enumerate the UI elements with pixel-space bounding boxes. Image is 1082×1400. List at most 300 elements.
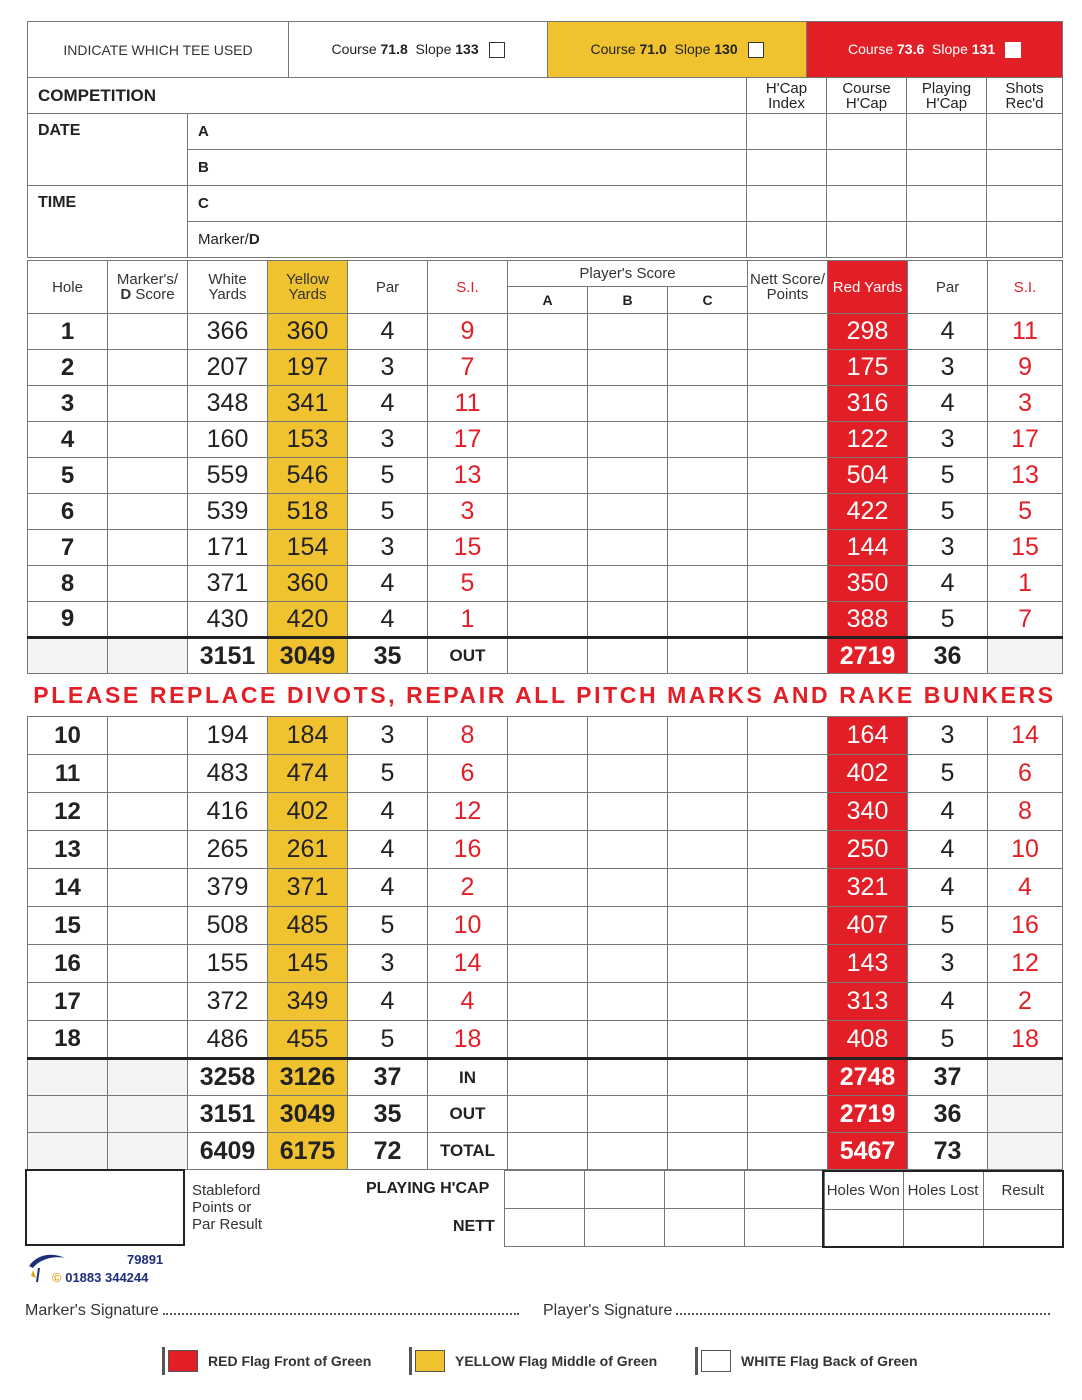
red-total: 2719 (828, 638, 908, 674)
red-stroke-index: 16 (988, 907, 1063, 945)
hole-header: Hole (28, 261, 108, 314)
par: 5 (348, 1021, 428, 1059)
stableford-line-3: Par Result (192, 1216, 263, 1233)
playing-hcap-d[interactable] (907, 222, 987, 258)
yellow-yards: 341 (268, 386, 348, 422)
white-yards: 539 (188, 494, 268, 530)
nett-score-cell[interactable] (748, 458, 828, 494)
marker-score-cell[interactable] (108, 755, 188, 793)
player-line-b[interactable]: B (188, 150, 747, 186)
hole-number: 5 (28, 458, 108, 494)
white-yards: 416 (188, 793, 268, 831)
total-row (28, 1096, 1063, 1133)
player-b-score[interactable] (588, 907, 668, 945)
player-b-score[interactable] (588, 422, 668, 458)
par: 4 (348, 869, 428, 907)
nett-b-cell[interactable] (585, 1209, 665, 1247)
player-b-score[interactable] (588, 945, 668, 983)
markers-header-score: Score (131, 286, 175, 303)
nett-c-cell[interactable] (665, 1209, 745, 1247)
player-c-header: C (668, 287, 748, 314)
yellow-yards: 154 (268, 530, 348, 566)
nett-label: NETT (453, 1218, 495, 1235)
marker-score-cell[interactable] (108, 314, 188, 350)
hcap-d-cell[interactable] (745, 1171, 825, 1209)
red-par: 4 (908, 386, 988, 422)
hcap-index-a[interactable] (747, 114, 827, 150)
marker-signature-label: Marker's Signature (25, 1302, 159, 1319)
player-a-score[interactable] (508, 566, 588, 602)
stableford-line-2: Points or (192, 1199, 252, 1216)
red-par: 5 (908, 458, 988, 494)
player-b-score[interactable] (588, 831, 668, 869)
marker-total-cell[interactable] (108, 1096, 188, 1133)
hcap-c-cell[interactable] (665, 1171, 745, 1209)
red-yards: 350 (828, 566, 908, 602)
red-stroke-index: 1 (988, 566, 1063, 602)
player-c-score[interactable] (668, 717, 748, 755)
marker-total-cell[interactable] (108, 638, 188, 674)
red-yards: 143 (828, 945, 908, 983)
marker-total-cell[interactable] (108, 1133, 188, 1170)
player-signature-dots (676, 1313, 1050, 1315)
red-par: 3 (908, 422, 988, 458)
marker-initials-box[interactable] (25, 1169, 185, 1246)
competition-label[interactable]: COMPETITION (28, 78, 747, 114)
marker-signature-line[interactable] (25, 1302, 519, 1320)
white-yards: 430 (188, 602, 268, 638)
printer-code: 79891 (127, 1252, 164, 1267)
holes-lost-cell[interactable] (903, 1209, 983, 1247)
player-a-score[interactable] (508, 530, 588, 566)
marker-score-cell[interactable] (108, 945, 188, 983)
player-a-total[interactable] (508, 1133, 588, 1170)
stroke-index: 2 (428, 869, 508, 907)
player-b-total[interactable] (588, 1096, 668, 1133)
player-b-score[interactable] (588, 494, 668, 530)
marker-score-cell[interactable] (108, 869, 188, 907)
player-c-score[interactable] (668, 458, 748, 494)
hole-number: 17 (28, 983, 108, 1021)
red-tee-option[interactable] (807, 22, 1063, 78)
par: 4 (348, 602, 428, 638)
red-stroke-index: 6 (988, 755, 1063, 793)
red-flag-pole (162, 1347, 165, 1375)
playing-hcap-c[interactable] (907, 186, 987, 222)
player-b-score[interactable] (588, 1021, 668, 1059)
total-blank (28, 638, 108, 674)
red-stroke-index: 7 (988, 602, 1063, 638)
hole-number: 9 (28, 602, 108, 638)
hcap-index-b[interactable] (747, 150, 827, 186)
result-header: Result (983, 1171, 1063, 1209)
hcap-index-d[interactable] (747, 222, 827, 258)
player-b-score[interactable] (588, 755, 668, 793)
hole-number: 11 (28, 755, 108, 793)
player-c-score[interactable] (668, 755, 748, 793)
shots-recd-d[interactable] (987, 222, 1063, 258)
tee-selection-strip (27, 21, 1063, 78)
marker-score-cell[interactable] (108, 983, 188, 1021)
marker-score-cell[interactable] (108, 530, 188, 566)
player-a-score[interactable] (508, 755, 588, 793)
player-c-score[interactable] (668, 983, 748, 1021)
holes-won-cell[interactable] (823, 1209, 903, 1247)
yellow-yards: 360 (268, 566, 348, 602)
nett-score-cell[interactable] (748, 602, 828, 638)
red-tee-checkbox[interactable] (1005, 42, 1021, 58)
par: 4 (348, 566, 428, 602)
red-stroke-index: 18 (988, 1021, 1063, 1059)
red-yards: 316 (828, 386, 908, 422)
marker-score-cell[interactable] (108, 350, 188, 386)
shots-recd-a[interactable] (987, 114, 1063, 150)
nett-score-cell[interactable] (748, 494, 828, 530)
nett-score-cell[interactable] (748, 314, 828, 350)
hcap-index-header: H'Cap Index (747, 78, 827, 114)
player-b-score[interactable] (588, 717, 668, 755)
player-b-score[interactable] (588, 386, 668, 422)
player-c-score[interactable] (668, 350, 748, 386)
shots-recd-header: Shots Rec'd (987, 78, 1063, 114)
white-tee-option[interactable] (289, 22, 548, 78)
marker-score-cell[interactable] (108, 566, 188, 602)
total-blank (28, 1059, 108, 1096)
player-a-score[interactable] (508, 314, 588, 350)
player-b-score[interactable] (588, 530, 668, 566)
player-a-score[interactable] (508, 494, 588, 530)
yellow-yards: 184 (268, 717, 348, 755)
markers-score-header (108, 261, 188, 314)
hole-number: 2 (28, 350, 108, 386)
hole-row (28, 907, 1063, 945)
yellow-slope-rating: 130 (714, 40, 738, 57)
nett-score-cell[interactable] (748, 869, 828, 907)
course-hcap-d[interactable] (827, 222, 907, 258)
player-c-score[interactable] (668, 314, 748, 350)
shots-recd-c[interactable] (987, 186, 1063, 222)
player-a-score[interactable] (508, 831, 588, 869)
par: 3 (348, 350, 428, 386)
white-yards: 508 (188, 907, 268, 945)
total-label: IN (428, 1059, 508, 1096)
player-c-score[interactable] (668, 869, 748, 907)
red-yards: 144 (828, 530, 908, 566)
player-c-total[interactable] (668, 1096, 748, 1133)
player-a-score[interactable] (508, 350, 588, 386)
player-c-score[interactable] (668, 1021, 748, 1059)
player-signature-label: Player's Signature (543, 1302, 673, 1319)
player-a-score[interactable] (508, 945, 588, 983)
marker-score-cell[interactable] (108, 602, 188, 638)
yellow-course-rating: 71.0 (639, 40, 667, 57)
hole-number: 8 (28, 566, 108, 602)
par: 5 (348, 458, 428, 494)
yellow-yards: 518 (268, 494, 348, 530)
player-a-score[interactable] (508, 602, 588, 638)
stroke-index: 13 (428, 458, 508, 494)
marker-score-cell[interactable] (108, 494, 188, 530)
par: 4 (348, 983, 428, 1021)
par: 3 (348, 717, 428, 755)
total-label: OUT (428, 638, 508, 674)
player-c-score[interactable] (668, 422, 748, 458)
player-c-score[interactable] (668, 566, 748, 602)
marker-score-cell[interactable] (108, 793, 188, 831)
player-c-total[interactable] (668, 1059, 748, 1096)
player-a-total[interactable] (508, 1059, 588, 1096)
red-stroke-index: 10 (988, 831, 1063, 869)
holes-won-header: Holes Won (823, 1171, 903, 1209)
hole-row (28, 386, 1063, 422)
hcap-b-cell[interactable] (585, 1171, 665, 1209)
marker-score-cell[interactable] (108, 386, 188, 422)
yellow-total: 3049 (268, 638, 348, 674)
hole-number: 12 (28, 793, 108, 831)
stroke-index: 1 (428, 602, 508, 638)
red-par-total: 73 (908, 1133, 988, 1170)
stroke-index: 11 (428, 386, 508, 422)
playing-hcap-a[interactable] (907, 114, 987, 150)
course-hcap-b[interactable] (827, 150, 907, 186)
red-yards: 388 (828, 602, 908, 638)
nett-score-cell[interactable] (748, 566, 828, 602)
yellow-flag-icon (415, 1350, 445, 1372)
nett-score-cell[interactable] (748, 717, 828, 755)
nett-header: Nett Score/ Points (748, 261, 828, 314)
player-signature-line[interactable] (543, 1302, 1050, 1320)
red-par: 3 (908, 945, 988, 983)
par: 4 (348, 831, 428, 869)
marker-score-cell[interactable] (108, 717, 188, 755)
hole-number: 16 (28, 945, 108, 983)
course-hcap-header: Course H'Cap (827, 78, 907, 114)
player-a-score[interactable] (508, 983, 588, 1021)
player-a-total[interactable] (508, 638, 588, 674)
white-yards: 379 (188, 869, 268, 907)
red-par: 3 (908, 350, 988, 386)
player-b-score[interactable] (588, 314, 668, 350)
white-yards: 348 (188, 386, 268, 422)
nett-score-cell[interactable] (748, 386, 828, 422)
yellow-yards: 402 (268, 793, 348, 831)
player-a-score[interactable] (508, 717, 588, 755)
marker-score-cell[interactable] (108, 422, 188, 458)
player-a-header: A (508, 287, 588, 314)
red-si-header: S.I. (988, 261, 1063, 314)
player-a-score[interactable] (508, 907, 588, 945)
total-row (28, 1133, 1063, 1170)
player-c-score[interactable] (668, 945, 748, 983)
player-b-score[interactable] (588, 566, 668, 602)
player-c-total[interactable] (668, 1133, 748, 1170)
hole-row (28, 717, 1063, 755)
marker-score-cell[interactable] (108, 458, 188, 494)
par: 5 (348, 907, 428, 945)
yellow-total: 3049 (268, 1096, 348, 1133)
player-b-score[interactable] (588, 602, 668, 638)
white-tee-checkbox[interactable] (489, 42, 505, 58)
player-c-score[interactable] (668, 831, 748, 869)
red-par: 4 (908, 831, 988, 869)
hole-row (28, 422, 1063, 458)
course-hcap-a[interactable] (827, 114, 907, 150)
yellow-yards: 261 (268, 831, 348, 869)
red-si-blank (988, 638, 1063, 674)
stroke-index: 7 (428, 350, 508, 386)
red-stroke-index: 3 (988, 386, 1063, 422)
player-b-score[interactable] (588, 793, 668, 831)
nett-total[interactable] (748, 1059, 828, 1096)
hcap-a-cell[interactable] (505, 1171, 585, 1209)
red-yards: 298 (828, 314, 908, 350)
course-hcap-c[interactable] (827, 186, 907, 222)
white-flag-pole (695, 1347, 698, 1375)
player-c-score[interactable] (668, 530, 748, 566)
par: 5 (348, 755, 428, 793)
white-yards: 372 (188, 983, 268, 1021)
printer-phone (52, 1270, 148, 1285)
player-a-score[interactable] (508, 869, 588, 907)
red-par-total: 37 (908, 1059, 988, 1096)
yellow-course-label: Course (590, 40, 636, 57)
player-b-total[interactable] (588, 1133, 668, 1170)
player-c-score[interactable] (668, 386, 748, 422)
red-si-blank (988, 1059, 1063, 1096)
red-par: 4 (908, 314, 988, 350)
yellow-tee-checkbox[interactable] (748, 42, 764, 58)
nett-a-cell[interactable] (505, 1209, 585, 1247)
hole-number: 3 (28, 386, 108, 422)
stroke-index: 16 (428, 831, 508, 869)
copyright-symbol: © (52, 1270, 62, 1285)
red-yards: 504 (828, 458, 908, 494)
red-si-blank (988, 1096, 1063, 1133)
hole-row (28, 494, 1063, 530)
player-b-score[interactable] (588, 350, 668, 386)
player-line-c[interactable]: C (188, 186, 747, 222)
hole-row (28, 945, 1063, 983)
red-stroke-index: 12 (988, 945, 1063, 983)
hole-number: 13 (28, 831, 108, 869)
player-c-score[interactable] (668, 793, 748, 831)
nett-score-cell[interactable] (748, 755, 828, 793)
matchplay-result-grid (822, 1170, 1064, 1248)
stroke-index: 6 (428, 755, 508, 793)
red-yards: 313 (828, 983, 908, 1021)
white-course-label: Course (331, 40, 377, 57)
marker-line-d[interactable] (188, 222, 747, 258)
red-par: 4 (908, 869, 988, 907)
stroke-index: 17 (428, 422, 508, 458)
player-line-a[interactable]: A (188, 114, 747, 150)
player-c-score[interactable] (668, 494, 748, 530)
nett-score-cell[interactable] (748, 350, 828, 386)
player-b-total[interactable] (588, 638, 668, 674)
total-label: OUT (428, 1096, 508, 1133)
player-c-score[interactable] (668, 907, 748, 945)
player-a-score[interactable] (508, 1021, 588, 1059)
course-care-notice: PLEASE REPLACE DIVOTS, REPAIR ALL PITCH MARKS AND RAKE BUNKERS (33, 682, 1056, 708)
red-yards: 250 (828, 831, 908, 869)
hole-row (28, 566, 1063, 602)
red-yards: 422 (828, 494, 908, 530)
red-par: 3 (908, 717, 988, 755)
nett-total[interactable] (748, 1133, 828, 1170)
hcap-index-c[interactable] (747, 186, 827, 222)
red-course-label: Course (847, 40, 894, 57)
nett-total[interactable] (748, 638, 828, 674)
nett-score-cell[interactable] (748, 831, 828, 869)
playing-hcap-b[interactable] (907, 150, 987, 186)
nett-total[interactable] (748, 1096, 828, 1133)
marker-score-cell[interactable] (108, 831, 188, 869)
red-total: 2719 (828, 1096, 908, 1133)
legend-red-label: RED Flag Front of Green (208, 1353, 372, 1369)
player-a-score[interactable] (508, 793, 588, 831)
player-b-total[interactable] (588, 1059, 668, 1096)
player-info-section (27, 77, 1063, 258)
player-b-score[interactable] (588, 983, 668, 1021)
white-yards: 155 (188, 945, 268, 983)
nett-score-cell[interactable] (748, 945, 828, 983)
total-row (28, 1059, 1063, 1096)
player-c-score[interactable] (668, 602, 748, 638)
stroke-index: 4 (428, 983, 508, 1021)
nett-score-cell[interactable] (748, 530, 828, 566)
marker-total-cell[interactable] (108, 1059, 188, 1096)
player-b-score[interactable] (588, 458, 668, 494)
red-yards: 122 (828, 422, 908, 458)
stroke-index: 3 (428, 494, 508, 530)
white-yards: 366 (188, 314, 268, 350)
nett-score-cell[interactable] (748, 1021, 828, 1059)
marker-score-cell[interactable] (108, 907, 188, 945)
hole-number: 14 (28, 869, 108, 907)
hole-row (28, 869, 1063, 907)
hole-number: 15 (28, 907, 108, 945)
nett-score-cell[interactable] (748, 422, 828, 458)
nett-score-cell[interactable] (748, 907, 828, 945)
red-par: 5 (908, 755, 988, 793)
shots-recd-b[interactable] (987, 150, 1063, 186)
white-yards: 486 (188, 1021, 268, 1059)
player-a-score[interactable] (508, 386, 588, 422)
hole-number: 10 (28, 717, 108, 755)
nett-score-cell[interactable] (748, 793, 828, 831)
player-a-score[interactable] (508, 422, 588, 458)
red-yards: 321 (828, 869, 908, 907)
player-b-score[interactable] (588, 869, 668, 907)
hole-row (28, 314, 1063, 350)
red-total: 2748 (828, 1059, 908, 1096)
player-a-total[interactable] (508, 1096, 588, 1133)
player-a-score[interactable] (508, 458, 588, 494)
time-label: TIME (28, 186, 188, 258)
red-slope-rating: 131 (971, 40, 996, 57)
nett-d-cell[interactable] (745, 1209, 825, 1247)
hole-row (28, 1021, 1063, 1059)
yellow-tee-option[interactable] (548, 22, 807, 78)
marker-score-cell[interactable] (108, 1021, 188, 1059)
par: 3 (348, 530, 428, 566)
hole-row (28, 793, 1063, 831)
nett-score-cell[interactable] (748, 983, 828, 1021)
stroke-index: 8 (428, 717, 508, 755)
player-c-total[interactable] (668, 638, 748, 674)
red-par-total: 36 (908, 638, 988, 674)
result-cell[interactable] (983, 1209, 1063, 1247)
